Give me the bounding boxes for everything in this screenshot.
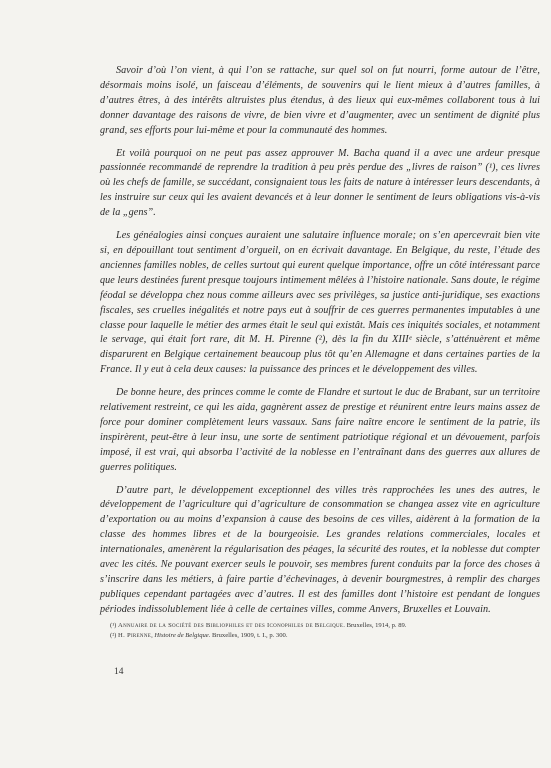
footnote-1 [110,621,520,631]
footnote-1-details: . Bruxelles, 1914, p. 89. [343,622,407,629]
paragraph-4: De bonne heure, des princes comme le comte de Flandre et surtout le duc de Brabant, sur un territoire relativement restreint, ce qui les aida, gagnèrent assez de prestige et réunirent entre leurs mains assez de force pour dominer complètement leurs vassaux. Sans faire naître encore le sentiment de la patrie, ils inspirèrent, peut-être à leur insu, une sorte de sentiment patriotique régional et un dévouement, parfois imposé, il est vrai, qui absorba l’activité de la noblesse en l’entraînant dans des guerres aux allures de guerres politiques. [100,387,540,473]
body-text [100,64,540,618]
page-number: 14 [114,667,124,677]
footnote-2-title: Histoire de Belgique [154,632,209,639]
paragraph-2: Et voilà pourquoi on ne peut pas assez approuver M. Bacha quand il a avec une ardeur presque passionnée recommandé de reprendre la tradition à peu près perdue des „livres de raison” (¹), ces livres où les chefs de famille, se succédant, consignaient tous les faits de nature à intéresser leurs descendants, à les instruire sur ceux qui les avaient devancés et à leur donner le sentiment de leurs obligations vis-à-vis de la „gens”. [100,147,540,219]
footnote-2-mark: (²) [110,632,117,639]
paragraph-5: D’autre part, le développement exceptionnel des villes très rapprochées les unes des autres, le développement de l’agriculture qui d’agriculture de consommation se changea assez vite en agriculture d’exportation ou au moins d’expansion à cause des besoins de ces villes, aidèrent à la formation de la classe des hommes libres et de la bourgeoisie. Les grandes relations commerciales, locales et internationales, amenèrent la régularisation des péages, la sécurité des routes, et la noblesse dut compter avec les cités. Ne pouvant exercer seuls le pouvoir, ses membres furent conduits par la force des choses à s’inscrire dans les métiers, à faire partie d’échevinages, à devenir bourgmestres, à remplir des charges publiques cependant partagées avec d’autres. Il est des familles dont l’histoire est pendant de longues périodes indissolublement liée à celle de certaines villes, comme Anvers, Bruxelles et Louvain. [100,484,540,615]
paragraph-3: Les généalogies ainsi conçues auraient une salutaire influence morale; on s’en apercevrait bien vite si, en dépouillant tout sentiment d’orgueil, on en écrivait davantage. En Belgique, du reste, l’étude des anciennes familles nobles, de celles surtout qui eurent quelque importance, offre un côté intéressant parce que leurs destinées furent presque toujours intimement mêlées à l’histoire nationale. Sans doute, le régime féodal se développa chez nous comme ailleurs avec ses privilèges, sa justice anti-juridique, ses exactions fiscales, ses cruelles inégalités et notre pays eut à souffrir de ces guerres permanentes imputables à une classe pour laquelle le métier des armes était le seul qui existât. Mais ces iniquités sociales, et notamment le servage, qui était fort rare, dit M. H. Pirenne (²), dès la fin du XIIIᵉ siècle, s’atténuèrent et même disparurent en Belgique certainement beaucoup plus tôt qu’en Allemagne et dans certaines parties de la France. Il y eut à cela deux causes: la puissance des princes et le développement des villes. [100,230,540,376]
footnote-2-details: . Bruxelles, 1909, t. I., p. 300. [208,632,288,639]
footnote-2: (²) H. Pirenne, Histoire de Belgique. Bruxelles, 1909, t. I., p. 300. [110,632,288,639]
footnote-1-source: Annuaire de la Société des Bibliophiles et des Iconophiles de Belgique [118,622,344,629]
footnote-1-mark: (¹) [110,622,117,629]
footnote-2-author: H. Pirenne [118,632,152,639]
paragraph-1: Savoir d’où l’on vient, à qui l’on se rattache, sur quel sol on fut nourri, forme autour de l’être, désormais moins isolé, un faisceau d’éléments, de souvenirs qui le lient mieux à d’autres familles, à d’autres êtres, à des intérêts altruistes plus étendus, à des lieux qui eux-mêmes collaborent tous à lui donner davantage des raisons de vivre, de bien vivre et d’augmenter, avec un sentiment de dignité plus grand, ses efforts pour lui-même et pour la communauté des hommes. [100,65,540,136]
footnotes [110,621,520,641]
